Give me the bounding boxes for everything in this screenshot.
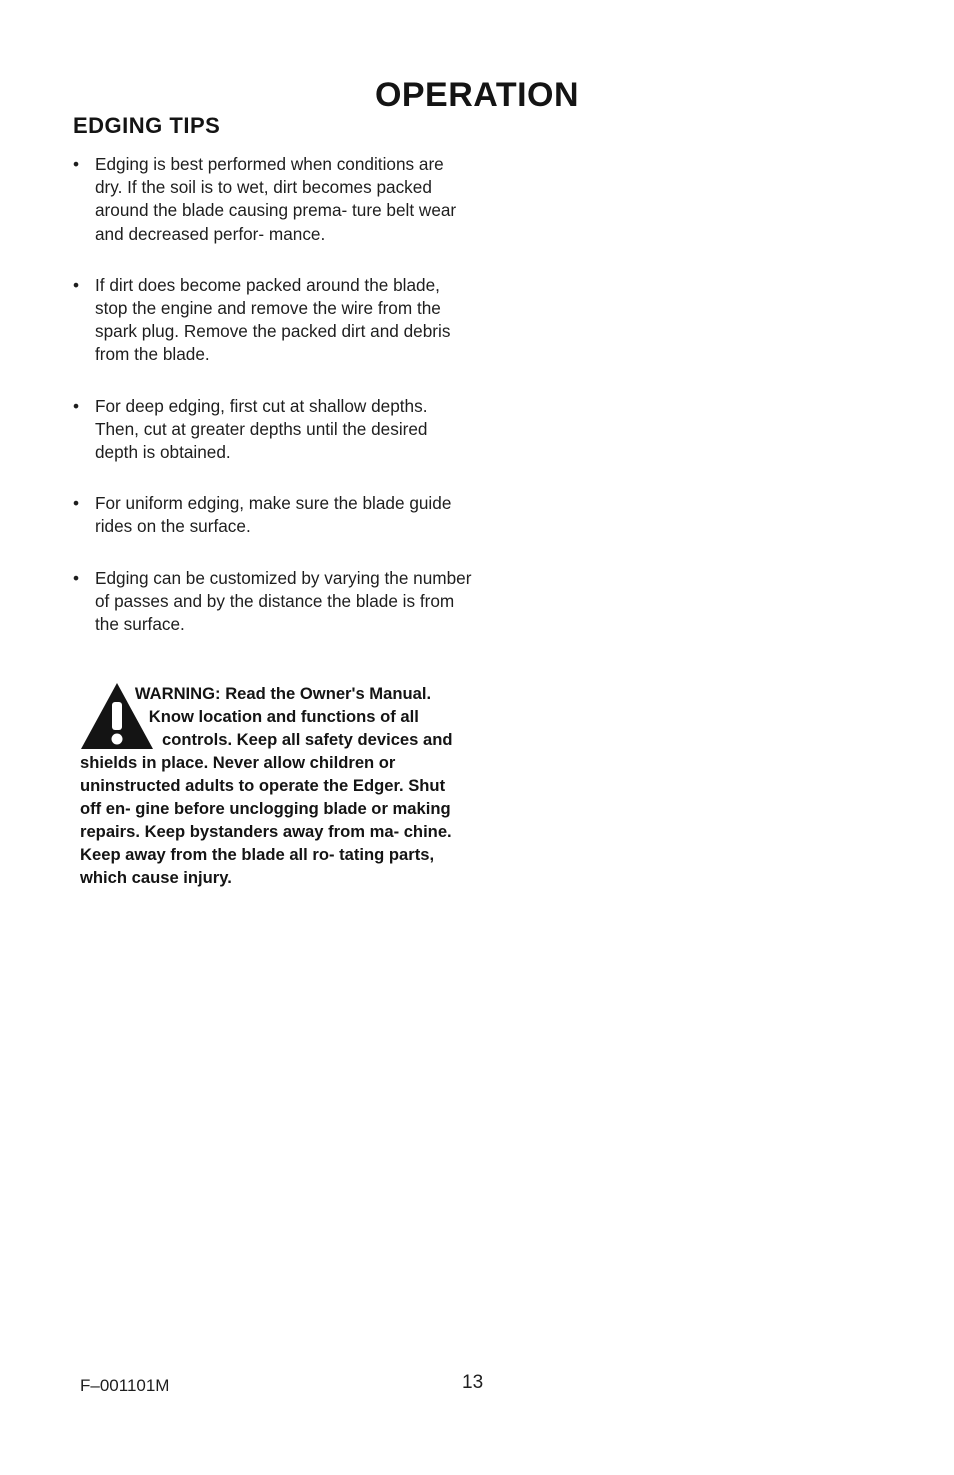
bullet-icon: • bbox=[73, 274, 80, 295]
bullet-icon: • bbox=[73, 493, 80, 514]
tip-text: For uniform edging, make sure the blade guide rides on the surface. bbox=[95, 493, 452, 537]
list-item bbox=[73, 567, 473, 637]
warning-block bbox=[80, 682, 460, 889]
tip-text: For deep edging, first cut at shallow depths. Then, cut at greater depths until the desired depth is obtained. bbox=[95, 395, 428, 463]
bullet-icon: • bbox=[73, 395, 80, 416]
edging-tips-list bbox=[73, 153, 473, 664]
warning-text: WARNING: Read the Owner's Manual. Know location and functions of all controls. Keep all safety devices and shields in place. Never allow children or uninstructed adults to operate the Edger. Shut off en- gine before unclogging blade or making repairs. Keep bystanders away from ma- chine. Keep away from the blade all ro- tating parts, which cause injury. bbox=[80, 684, 453, 887]
tip-text: Edging can be customized by varying the number of passes and by the distance the blade is from the surface. bbox=[95, 567, 472, 635]
list-item bbox=[73, 492, 473, 538]
page-number: 13 bbox=[462, 1372, 484, 1393]
tip-text: If dirt does become packed around the blade, stop the engine and remove the wire from the spark plug. Remove the packed dirt and debris from the blade. bbox=[95, 274, 451, 365]
tip-text: Edging is best performed when conditions are dry. If the soil is to wet, dirt becomes packed around the blade causing prema- ture belt wear and decreased perfor- mance. bbox=[95, 154, 457, 244]
bullet-icon: • bbox=[73, 567, 80, 588]
page-title: OPERATION bbox=[374, 76, 580, 114]
list-item bbox=[73, 153, 473, 246]
section-heading: EDGING TIPS bbox=[73, 113, 221, 138]
document-code: F–001101M bbox=[80, 1376, 170, 1395]
list-item bbox=[73, 395, 473, 465]
list-item bbox=[73, 274, 473, 367]
bullet-icon: • bbox=[73, 154, 80, 174]
